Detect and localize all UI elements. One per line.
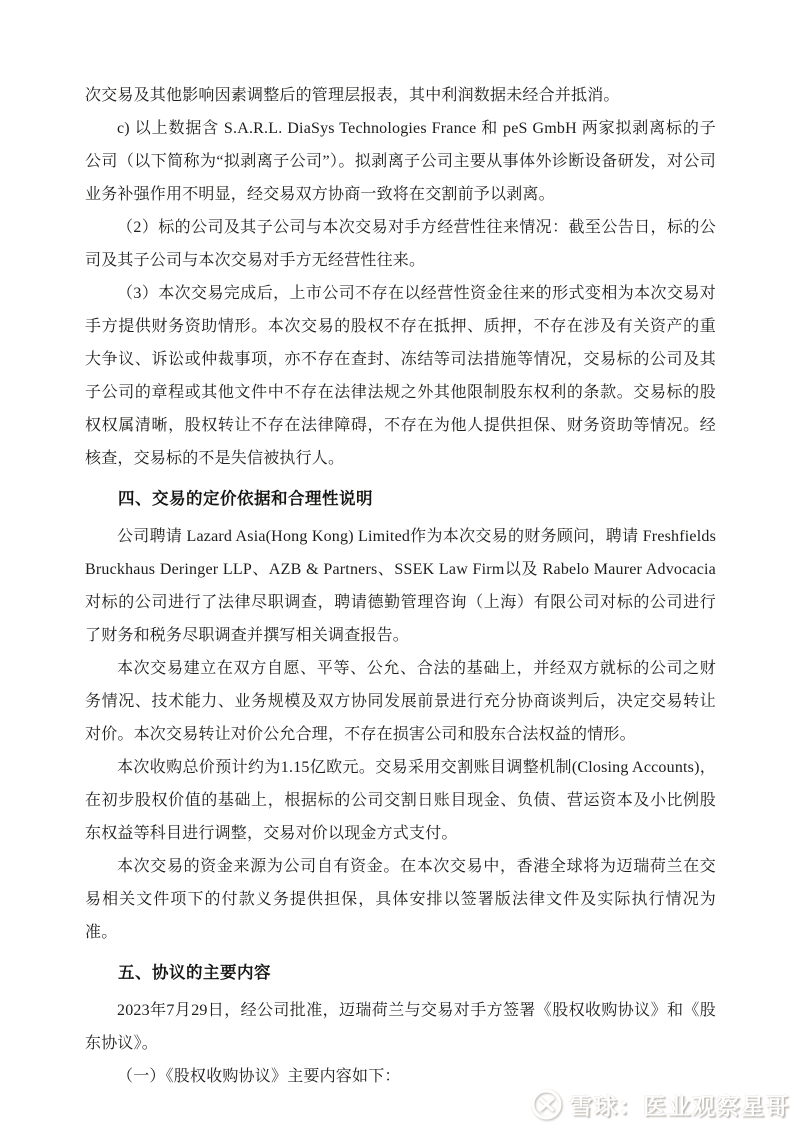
xueqiu-watermark <box>530 1088 791 1121</box>
body-paragraph: 次交易及其他影响因素调整后的管理层报表，其中利润数据未经合并抵消。 <box>85 87 620 104</box>
watermark-label: 雪球：医业观察星哥 <box>569 1093 790 1119</box>
body-paragraph: （一）《股权收购协议》主要内容如下： <box>117 1068 401 1085</box>
body-paragraph: 本次交易的资金来源为公司自有资金。在本次交易中，香港全球将为迈瑞荷兰在交易相关文件项下的付款义务提供担保，具体安排以签署版法律文件及实际执行情况为准。 <box>85 858 716 941</box>
body-paragraph: （2）标的公司及其子公司与本次交易对手方经营性往来情况：截至公告日，标的公司及其子公司与本次交易对手方无经营性往来。 <box>85 219 716 269</box>
xueqiu-snowball-icon <box>530 1088 563 1121</box>
body-paragraph: c) 以上数据含 S.A.R.L. DiaSys Technologies France 和 peS GmbH 两家拟剥离标的子公司（以下简称为“拟剥离子公司”）。拟剥离子公司主要从事体外诊断设备研发，对公司业务补强作用不明显，经交易双方协商一致将在交割前予以剥离。 <box>85 120 716 203</box>
body-paragraph: 2023年7月29日，经公司批准，迈瑞荷兰与交易对手方签署《股权收购协议》和《股东协议》。 <box>85 1002 716 1052</box>
section-heading-pricing-basis: 四、交易的定价依据和合理性说明 <box>118 490 373 508</box>
body-paragraph: 公司聘请 Lazard Asia(Hong Kong) Limited作为本次交易的财务顾问，聘请 Freshfields Bruckhaus Deringer LLP、AZB & Partners、SSEK Law Firm以及 Rabelo Maurer Advocacia对标的公司进行了法律尽职调查，聘请德勤管理咨询（上海）有限公司对标的公司进行了财务和税务尽职调查并撰写相关调查报告。 <box>85 528 716 644</box>
body-paragraph: （3）本次交易完成后，上市公司不存在以经营性资金往来的形式变相为本次交易对手方提供财务资助情形。本次交易的股权不存在抵押、质押，不存在涉及有关资产的重大争议、诉讼或仲裁事项，亦不存在查封、冻结等司法措施等情况，交易标的公司及其子公司的章程或其他文件中不存在法律法规之外其他限制股东权利的条款。交易标的股权权属清晰，股权转让不存在法律障碍，不存在为他人提供担保、财务资助等情况。经核查，交易标的不是失信被执行人。 <box>85 285 716 467</box>
body-paragraph: 本次收购总价预计约为1.15亿欧元。交易采用交割账目调整机制(Closing Accounts)，在初步股权价值的基础上，根据标的公司交割日账目现金、负债、营运资本及小比例股东权益等科目进行调整，交易对价以现金方式支付。 <box>85 759 716 842</box>
section-heading-agreement-content: 五、协议的主要内容 <box>118 964 271 982</box>
body-paragraph: 本次交易建立在双方自愿、平等、公允、合法的基础上，并经双方就标的公司之财务情况、技术能力、业务规模及双方协同发展前景进行充分协商谈判后，决定交易转让对价。本次交易转让对价公允合理，不存在损害公司和股东合法权益的情形。 <box>85 660 716 743</box>
